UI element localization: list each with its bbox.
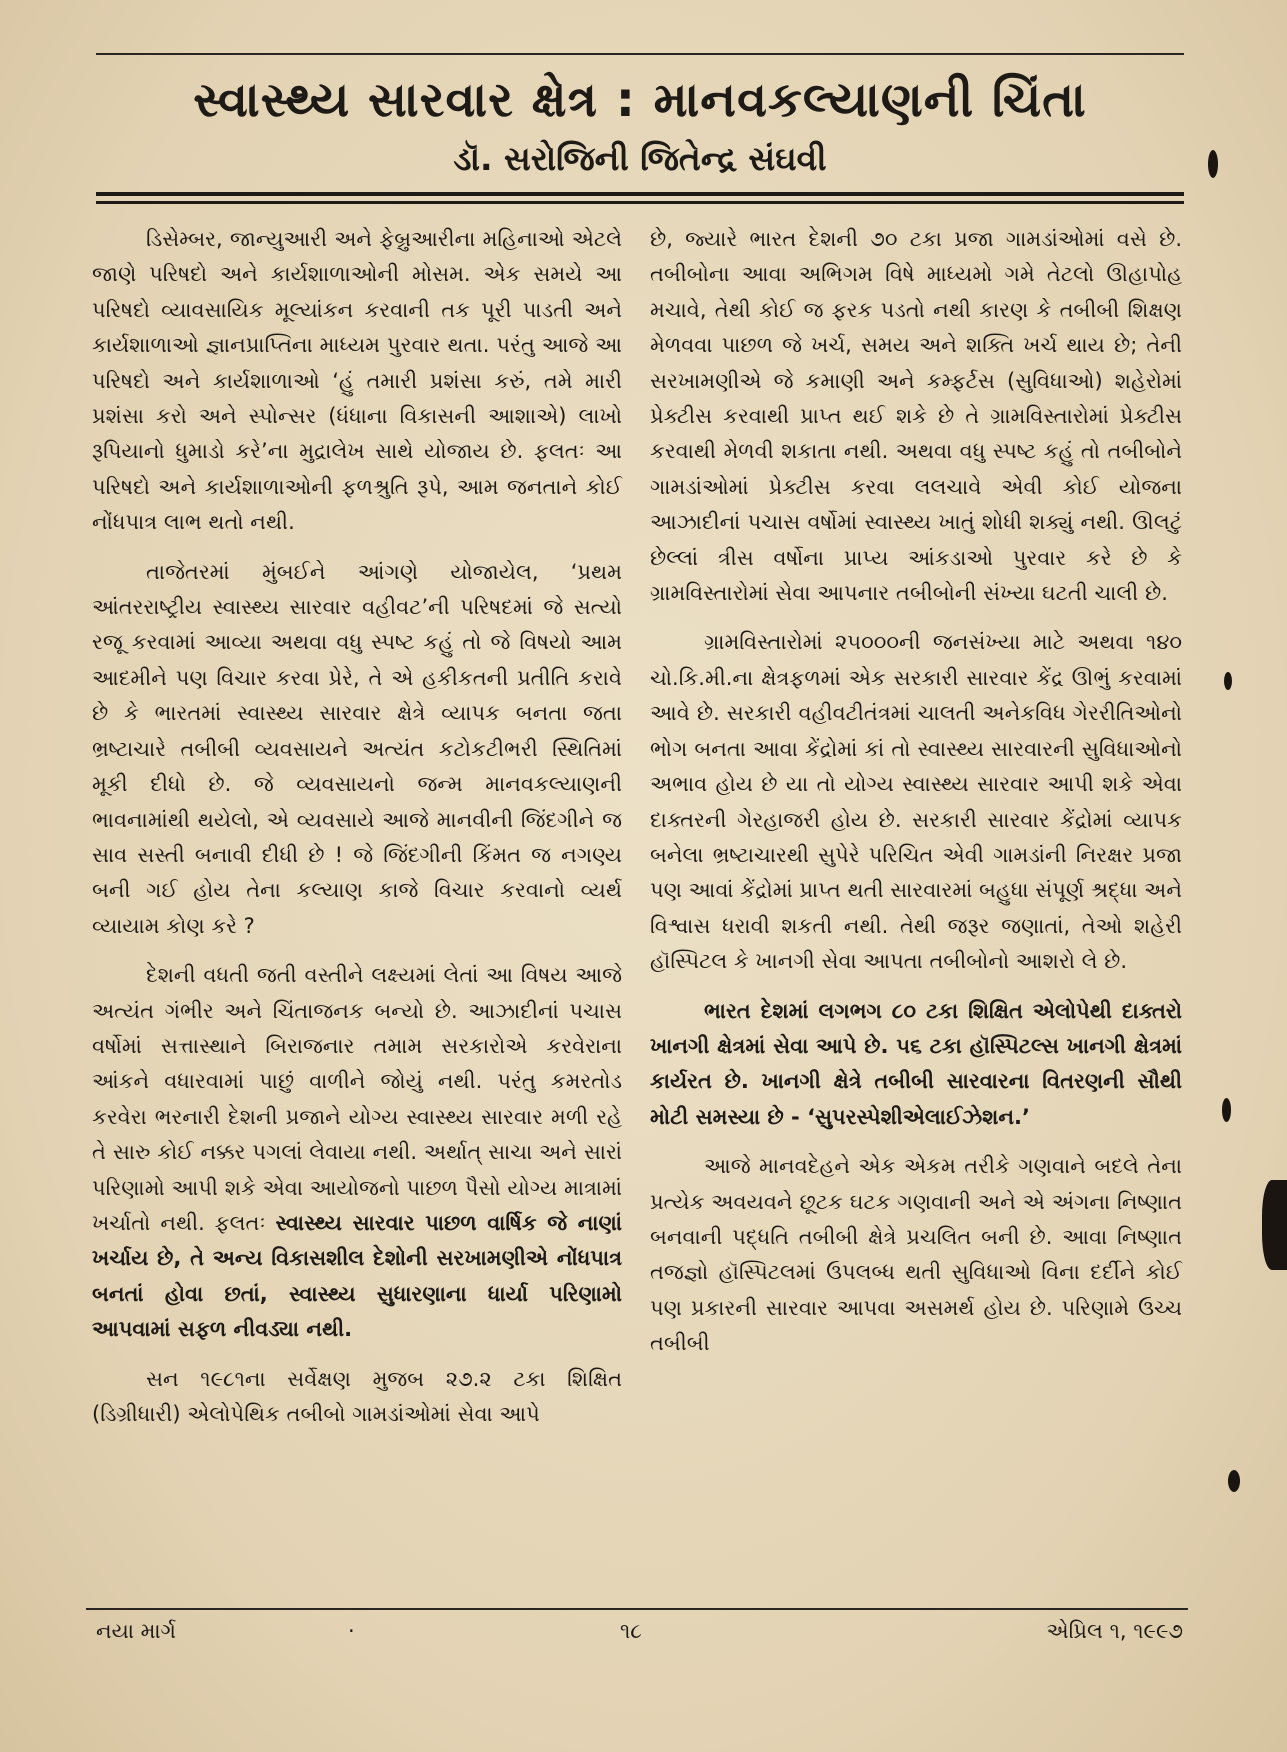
footer-page-number: ૧૮ xyxy=(620,1619,642,1643)
footer-publication: નયા માર્ગ xyxy=(96,1619,176,1643)
header-rule-thick xyxy=(96,192,1184,196)
right-paragraph-1: છે, જ્યારે ભારત દેશની ૭૦ ટકા પ્રજા ગામડાંઓમાં વસે છે. તબીબોના આવા અભિગમ વિષે માધ્યમો ગમે તેટલો ઊહાપોહ મચાવે, તેથી કોઈ જ ફરક પડતો નથી કારણ કે તબીબી શિક્ષણ મેળવવા પાછળ જે ખર્ચ, સમય અને શક્તિ ખર્ચ થાય છે; તેની સરખામણીએ જે કમાણી અને કમ્ફર્ટસ (સુવિધાઓ) શહેરોમાં પ્રેક્ટીસ કરવાથી પ્રાપ્ત થઈ શકે છે તે ગ્રામવિસ્તારોમાં પ્રેક્ટીસ કરવાથી મેળવી શકાતા નથી. અથવા વધુ સ્પષ્ટ કહું તો તબીબોને ગામડાંઓમાં પ્રેક્ટીસ કરવા લલચાવે એવી કોઈ યોજના આઝાદીનાં પચાસ વર્ષોમાં સ્વાસ્થ્ય ખાતું શોધી શક્યું નથી. ઊલટું છેલ્લાં ત્રીસ વર્ષોના પ્રાપ્ય આંકડાઓ પુરવાર કરે છે કે ગ્રામવિસ્તારોમાં સેવા આપનાર તબીબોની સંખ્યા ઘટતી ચાલી છે. xyxy=(650,227,1182,606)
footer-date: એપ્રિલ ૧, ૧૯૯૭ xyxy=(1046,1619,1183,1643)
footer-rule xyxy=(86,1608,1188,1610)
left-paragraph-2: તાજેતરમાં મુંબઈને આંગણે યોજાયેલ, ‘પ્રથમ આંતરરાષ્ટ્રીય સ્વાસ્થ્ય સારવાર વહીવટ’ની પરિષદમાં જે સત્યો રજૂ કરવામાં આવ્યા અથવા વધુ સ્પષ્ટ કહું તો જે વિષયો આમ આદમીને પણ વિચાર કરવા પ્રેરે, તે એ હકીકતની પ્રતીતિ કરાવે છે કે ભારતમાં સ્વાસ્થ્ય સારવાર ક્ષેત્રે વ્યાપક બનતા જતા ભ્રષ્ટાચારે તબીબી વ્યવસાયને અત્યંત કટોકટીભરી સ્થિતિમાં મૂકી દીધો છે. જે વ્યવસાયનો જન્મ માનવકલ્યાણની ભાવનામાંથી થયેલો, એ વ્યવસાયે આજે માનવીની જિંદગીને જ સાવ સસ્તી બનાવી દીધી છે ! જે જિંદગીની કિંમત જ નગણ્ય બની ગઈ હોય તેના કલ્યાણ કાજે વિચાર કરવાનો વ્યર્થ વ્યાયામ કોણ કરે ? xyxy=(92,559,622,938)
left-paragraph-3-bold: સ્વાસ્થ્ય સારવાર પાછળ વાર્ષિક જે નાણાં ખર્ચાય છે, તે અન્ય વિકાસશીલ દેશોની સરખામણીએ નોંધપાત્ર બનતાં હોવા છતાં, સ્વાસ્થ્ય સુધારણાના ધાર્યા પરિણામો આપવામાં સફળ નીવડ્યા નથી. xyxy=(92,1210,622,1342)
paper-tear-mark xyxy=(1228,1470,1240,1492)
right-paragraph-4: આજે માનવદેહને એક એકમ તરીકે ગણવાને બદલે તેના પ્રત્યેક અવયવને છૂટક ઘટક ગણવાની અને એ અંગના નિષ્ણાત બનવાની પદ્ધતિ તબીબી ક્ષેત્રે પ્રચલિત બની છે. આવા નિષ્ણાત તજજ્ઞો હૉસ્પિટલમાં ઉપલબ્ધ થતી સુવિધાઓ વિના દર્દીને કોઈ પણ પ્રકારની સારવાર આપવા અસમર્થ હોય છે. પરિણામે ઉચ્ચ તબીબી xyxy=(650,1154,1182,1356)
header-rule-thin xyxy=(96,201,1184,204)
footer-separator: · xyxy=(348,1619,355,1643)
left-paragraph-1: ડિસેમ્બર, જાન્યુઆરી અને ફેબ્રુઆરીના મહિનાઓ એટલે જાણે પરિષદો અને કાર્યશાળાઓની મોસમ. એક સમયે આ પરિષદો વ્યાવસાયિક મૂલ્યાંકન કરવાની તક પૂરી પાડતી અને કાર્યશાળાઓ જ્ઞાનપ્રાપ્તિના માધ્યમ પુરવાર થતા. પરંતુ આજે આ પરિષદો અને કાર્યશાળાઓ ‘હું તમારી પ્રશંસા કરું, તમે મારી પ્રશંસા કરો અને સ્પોન્સર (ધંધાના વિકાસની આશાએ) લાખો રૂપિયાનો ધુમાડો કરે’ના મુદ્રાલેખ સાથે યોજાય છે. ફલતઃ આ પરિષદો અને કાર્યશાળાઓની ફળશ્રુતિ રૂપે, આમ જનતાને કોઈ નોંધપાત્ર લાભ થતો નથી. xyxy=(92,227,622,535)
paper-tear-mark xyxy=(1224,672,1232,690)
paper-edge-damage xyxy=(1262,1180,1287,1270)
paper-tear-mark xyxy=(1208,150,1218,178)
left-paragraph-3 xyxy=(92,958,622,1347)
left-paragraph-3-text: દેશની વધતી જતી વસ્તીને લક્ષ્યમાં લેતાં આ વિષય આજે અત્યંત ગંભીર અને ચિંતાજનક બન્યો છે. આઝાદીનાં પચાસ વર્ષોમાં સત્તાસ્થાને બિરાજનાર તમામ સરકારોએ કરવેરાના આંકને વધારવામાં પાછું વાળીને જોયું નથી. પરંતુ કમરતોડ કરવેરા ભરનારી દેશની પ્રજાને યોગ્ય સ્વાસ્થ્ય સારવાર મળી રહે તે સારુ કોઈ નક્કર પગલાં લેવાયા નથી. અર્થાત્ સાચા અને સારાં પરિણામો આપી શકે એવા આયોજનો પાછળ પૈસો યોગ્ય માત્રામાં ખર્ચાતો નથી. ફલતઃ xyxy=(92,963,622,1235)
article-title: સ્વાસ્થ્ય સારવાર ક્ષેત્ર : માનવકલ્યાણની ચિંતા xyxy=(193,72,1087,128)
right-column xyxy=(650,222,1182,1376)
top-rule xyxy=(96,53,1184,55)
right-paragraph-2: ગ્રામવિસ્તારોમાં ૨૫૦૦૦ની જનસંખ્યા માટે અથવા ૧૪૦ ચો.કિ.મી.ના ક્ષેત્રફળમાં એક સરકારી સારવાર કેંદ્ર ઊભું કરવામાં આવે છે. સરકારી વહીવટીતંત્રમાં ચાલતી અનેકવિધ ગેરરીતિઓનો ભોગ બનતા આવા કેંદ્રોમાં કાં તો સ્વાસ્થ્ય સારવારની સુવિધાઓનો અભાવ હોય છે યા તો યોગ્ય સ્વાસ્થ્ય સારવાર આપી શકે એવા દાક્તરની ગેરહાજરી હોય છે. સરકારી સારવાર કેંદ્રોમાં વ્યાપક બનેલા ભ્રષ્ટાચારથી સુપેરે પરિચિત એવી ગામડાંની નિરક્ષર પ્રજા પણ આવાં કેંદ્રોમાં પ્રાપ્ત થતી સારવારમાં બહુધા સંપૂર્ણ શ્રદ્ધા અને વિશ્વાસ ધરાવી શકતી નથી. તેથી જરૂર જણાતાં, તેઓ શહેરી હૉસ્પિટલ કે ખાનગી સેવા આપતા તબીબોનો આશરો લે છે. xyxy=(650,630,1182,974)
article-author: ડૉ. સરોજિની જિતેન્દ્ર સંઘવી xyxy=(453,139,827,178)
paper-tear-mark xyxy=(1222,1098,1231,1122)
right-paragraph-3-bold: ભારત દેશમાં લગભગ ૮૦ ટકા શિક્ષિત એલોપેથી દાક્તરો ખાનગી ક્ષેત્રમાં સેવા આપે છે. ૫૬ ટકા હૉસ્પિટલ્સ ખાનગી ક્ષેત્રમાં કાર્યરત છે. ખાનગી ક્ષેત્રે તબીબી સારવારના વિતરણની સૌથી મોટી સમસ્યા છે - ‘સુપરસ્પેશીએલાઈઝેશન.’ xyxy=(650,998,1182,1129)
left-paragraph-4: સન ૧૯૮૧ના સર્વેક્ષણ મુજબ ૨૭.૨ ટકા શિક્ષિત (ડિગ્રીધારી) એલોપેથિક તબીબો ગામડાંઓમાં સેવા આપે xyxy=(92,1366,622,1426)
left-column xyxy=(92,222,622,1446)
